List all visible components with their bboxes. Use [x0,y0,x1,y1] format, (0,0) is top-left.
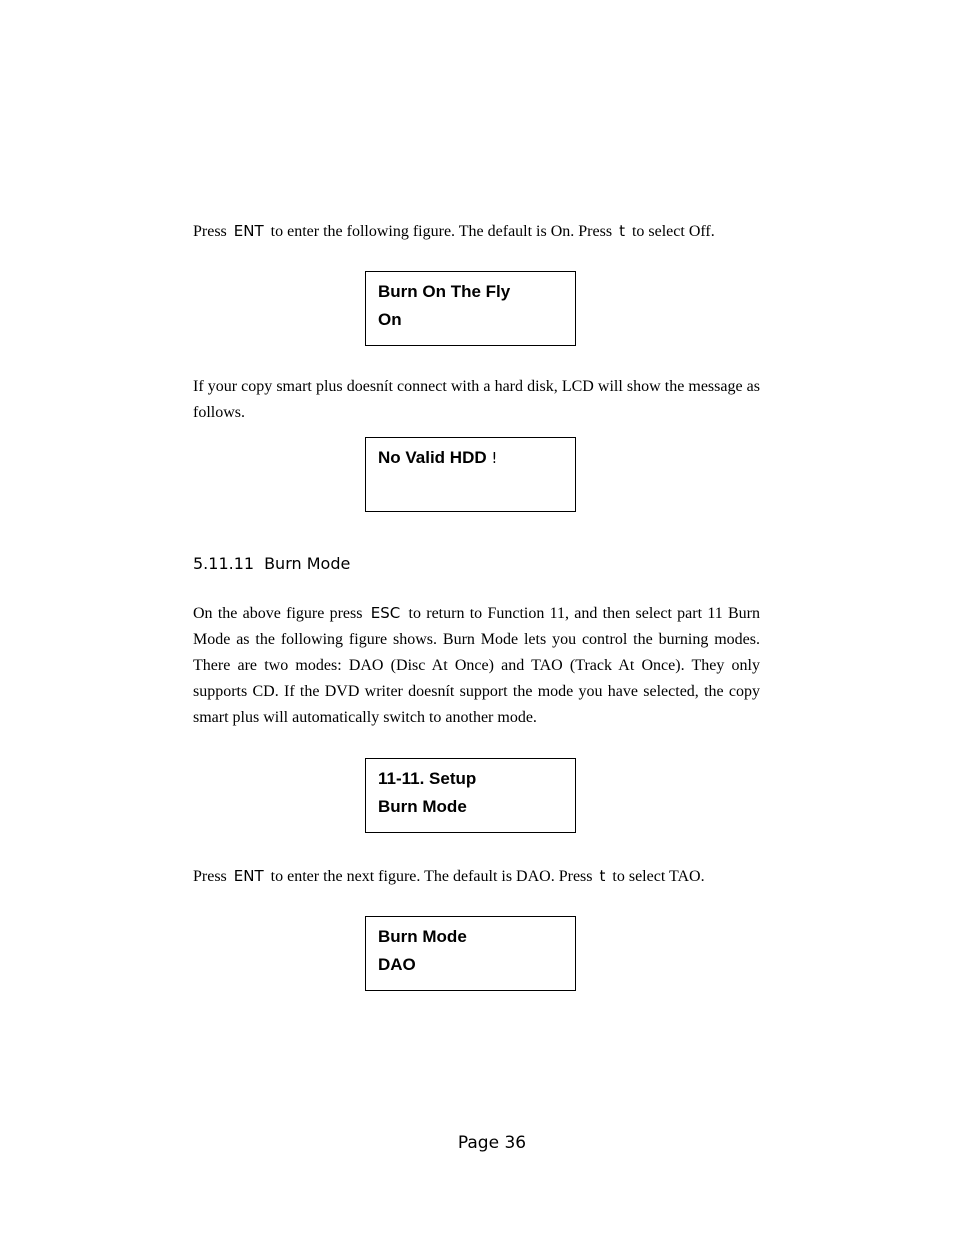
exclamation-mark: ! [491,449,498,467]
key-down-label: t [599,867,606,885]
lcd-line-1: 11-11. Setup [378,769,477,788]
lcd-display-no-valid-hdd [365,437,576,512]
lcd-display-burn-mode-dao [365,916,576,991]
lcd-line-1: Burn On The Fly [378,282,511,301]
text-segment: If your copy smart plus doesnít connect with a hard disk, LCD will show the message as follows. [193,378,760,421]
lcd-line-2: Burn Mode [378,797,467,816]
lcd-display-burn-on-the-fly [365,271,576,346]
section-title: Burn Mode [264,554,351,573]
key-down-label: t [619,222,625,240]
text-segment: to enter the following figure. The default is On. Press [270,223,613,240]
lcd-display-setup-burn-mode [365,758,576,833]
no-hdd-paragraph [193,374,760,426]
burn-mode-description [193,600,760,731]
text-segment: On the above figure press [193,605,363,622]
text-segment: to return to Function 11, and then select part 11 Burn Mode as the following figure shows. Burn Mode lets you control the burning modes. There are two modes: DAO (Disc At Once) and TAO (Track At Once). They only supports CD. If the DVD writer doesnít support the mode you have selected, the copy smart plus will automatically switch to another mode. [193,605,761,726]
lcd-line-2: On [378,310,402,329]
key-ent-label: ENT [233,222,264,240]
section-heading-burn-mode [193,554,350,573]
lcd-message: No Valid HDD [378,448,487,467]
section-number: 5.11.11 [193,554,255,573]
key-ent-label: ENT [233,867,264,885]
instruction-enter-burn-on-the-fly [193,218,760,245]
text-segment: to select TAO. [612,868,705,885]
text-segment: to select Off. [631,223,715,240]
page-number: Page 36 [457,1133,527,1153]
text-segment: Press [193,223,227,240]
text-segment: to enter the next figure. The default is DAO. Press [270,868,593,885]
lcd-line-1: Burn Mode [378,927,467,946]
text-segment: Press [193,868,227,885]
instruction-enter-burn-mode [193,863,760,890]
lcd-line-1 [378,448,497,468]
lcd-line-2: DAO [378,955,416,974]
key-esc-label: ESC [370,604,401,622]
